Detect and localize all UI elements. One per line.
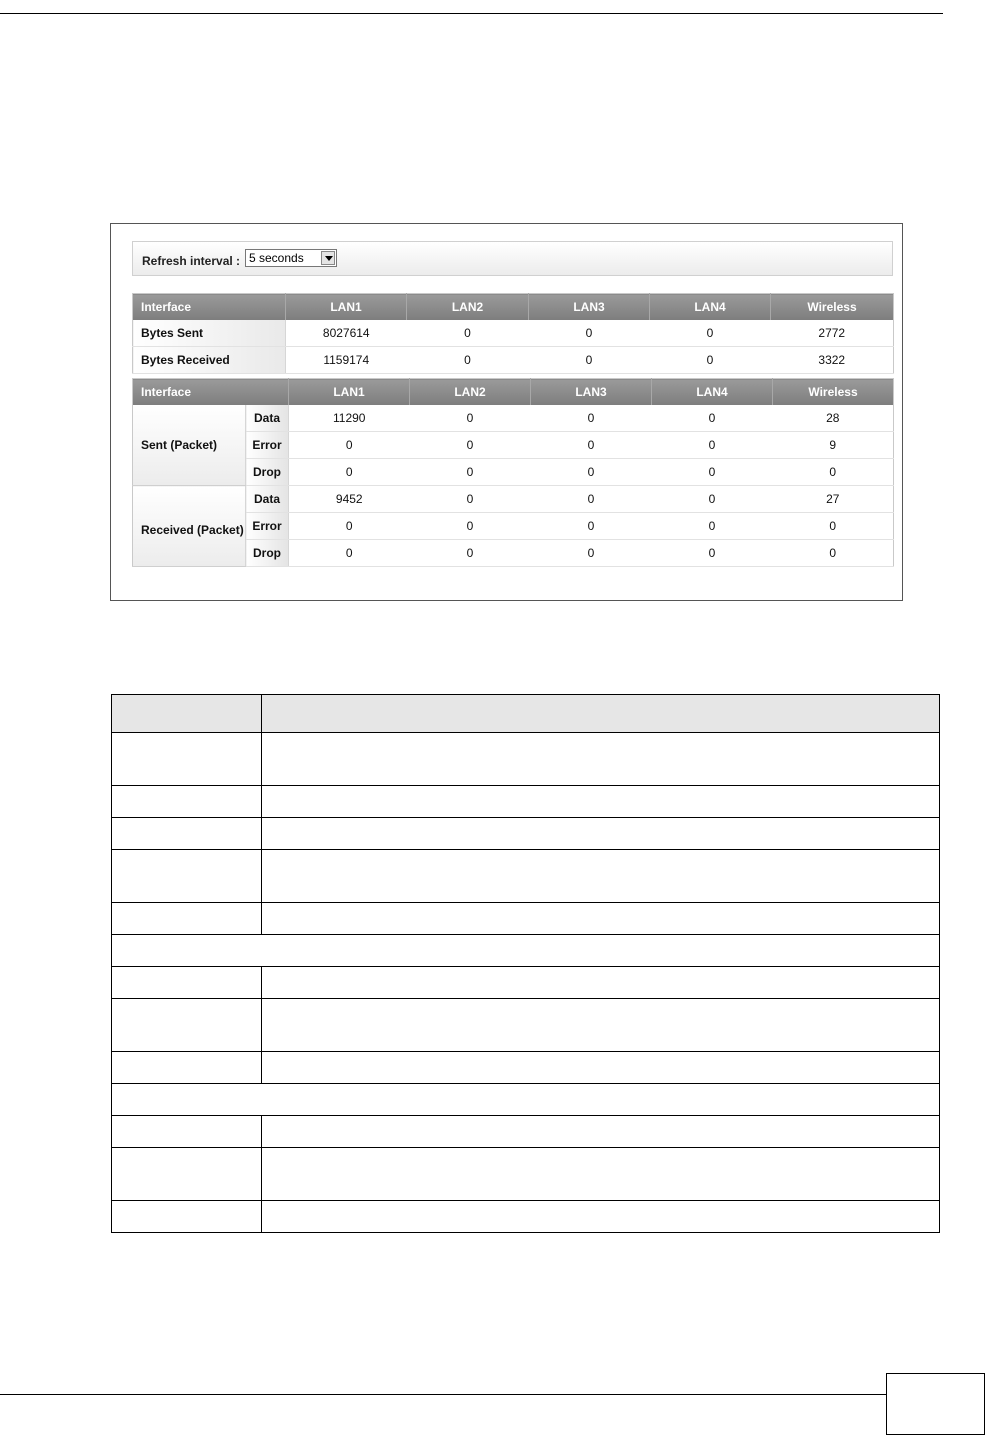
table-cell <box>262 1201 940 1233</box>
table-cell: 0 <box>652 405 773 432</box>
table-cell: 0 <box>531 486 652 513</box>
table-cell <box>112 1052 262 1084</box>
table-cell: 0 <box>773 513 894 540</box>
field-description-table <box>111 694 940 1233</box>
row-label: Error <box>246 432 289 459</box>
column-header: LAN3 <box>529 294 650 321</box>
table-row <box>133 486 894 513</box>
table-row <box>112 935 940 967</box>
table-cell <box>112 1201 262 1233</box>
column-header: Wireless <box>771 294 894 321</box>
table-row <box>112 903 940 935</box>
table-cell: 11290 <box>289 405 410 432</box>
table-cell: 0 <box>652 432 773 459</box>
footer-rule <box>0 1394 886 1395</box>
column-header: Interface <box>133 294 286 321</box>
table-cell <box>112 999 262 1052</box>
table-cell: 0 <box>652 540 773 567</box>
column-header: LAN1 <box>286 294 407 321</box>
column-header: Wireless <box>773 379 894 406</box>
table-cell: 27 <box>773 486 894 513</box>
refresh-interval-select[interactable] <box>245 249 337 267</box>
row-label: Drop <box>246 540 289 567</box>
table-cell: 0 <box>650 347 771 374</box>
table-cell <box>262 786 940 818</box>
table-cell <box>112 818 262 850</box>
refresh-bar <box>132 241 893 276</box>
table-cell: 0 <box>531 513 652 540</box>
table-cell <box>112 786 262 818</box>
table-cell <box>112 935 940 967</box>
table-cell <box>262 999 940 1052</box>
table-row <box>133 540 894 567</box>
row-label: Drop <box>246 459 289 486</box>
table-cell <box>262 967 940 999</box>
table-cell: 0 <box>529 347 650 374</box>
table-cell: 0 <box>410 486 531 513</box>
table-row <box>112 818 940 850</box>
column-header: Interface <box>133 379 289 406</box>
table-cell: 8027614 <box>286 320 407 347</box>
row-label: Bytes Received <box>133 347 286 374</box>
header-cell <box>112 695 262 733</box>
sent-packet-label: Sent (Packet) <box>133 405 246 486</box>
table-cell: 0 <box>773 459 894 486</box>
table-row <box>133 459 894 486</box>
table-row <box>112 1052 940 1084</box>
table-row <box>112 1148 940 1201</box>
table-cell <box>262 1116 940 1148</box>
table-cell: 0 <box>410 540 531 567</box>
table-row <box>133 513 894 540</box>
column-header: LAN4 <box>650 294 771 321</box>
table-cell: 0 <box>529 320 650 347</box>
table-cell: 0 <box>407 347 529 374</box>
table-row <box>133 405 894 432</box>
table-cell: 2772 <box>771 320 894 347</box>
table-cell <box>112 733 262 786</box>
table-cell: 0 <box>407 320 529 347</box>
bytes-table <box>132 293 894 374</box>
table-cell: 0 <box>289 432 410 459</box>
table-row <box>112 1084 940 1116</box>
column-header: LAN3 <box>531 379 652 406</box>
table-cell: 9 <box>773 432 894 459</box>
table-cell <box>112 1148 262 1201</box>
table-cell <box>112 903 262 935</box>
table-cell: 0 <box>289 513 410 540</box>
table-cell: 1159174 <box>286 347 407 374</box>
row-label: Bytes Sent <box>133 320 286 347</box>
column-header: LAN2 <box>410 379 531 406</box>
table-row <box>112 967 940 999</box>
chevron-down-icon[interactable] <box>321 251 335 265</box>
column-header: LAN4 <box>652 379 773 406</box>
table-cell: 0 <box>289 459 410 486</box>
table-row <box>112 850 940 903</box>
table-cell: 0 <box>650 320 771 347</box>
header-cell <box>262 695 940 733</box>
table-header-row <box>133 379 894 406</box>
table-cell: 0 <box>652 513 773 540</box>
row-label: Data <box>246 486 289 513</box>
table-row <box>112 1116 940 1148</box>
received-packet-label: Received (Packet) <box>133 486 246 567</box>
packet-table <box>132 378 894 567</box>
table-cell: 0 <box>531 432 652 459</box>
table-cell: 9452 <box>289 486 410 513</box>
row-label: Error <box>246 513 289 540</box>
table-cell <box>112 1116 262 1148</box>
table-cell <box>112 850 262 903</box>
table-cell: 0 <box>410 513 531 540</box>
table-row <box>133 432 894 459</box>
refresh-interval-label: Refresh interval : <box>142 254 241 268</box>
table-cell: 0 <box>773 540 894 567</box>
table-cell: 28 <box>773 405 894 432</box>
table-cell: 0 <box>410 405 531 432</box>
column-header: LAN1 <box>289 379 410 406</box>
table-cell: 0 <box>410 432 531 459</box>
table-cell: 0 <box>410 459 531 486</box>
table-cell <box>262 1052 940 1084</box>
table-row <box>133 320 894 347</box>
table-cell: 0 <box>531 540 652 567</box>
statistics-screenshot <box>110 223 903 601</box>
column-header: LAN2 <box>407 294 529 321</box>
table-cell <box>112 967 262 999</box>
table-cell: 0 <box>289 540 410 567</box>
page-number-box <box>886 1373 985 1435</box>
table-cell: 3322 <box>771 347 894 374</box>
refresh-interval-value: 5 seconds <box>249 251 304 265</box>
header-rule <box>0 13 943 14</box>
table-header-row <box>112 695 940 733</box>
table-header-row <box>133 294 894 321</box>
table-cell <box>262 850 940 903</box>
table-cell: 0 <box>652 486 773 513</box>
table-row <box>112 1201 940 1233</box>
table-row <box>133 347 894 374</box>
table-row <box>112 733 940 786</box>
table-cell <box>262 1148 940 1201</box>
table-cell <box>262 818 940 850</box>
table-cell: 0 <box>652 459 773 486</box>
row-label: Data <box>246 405 289 432</box>
table-cell <box>262 903 940 935</box>
table-cell: 0 <box>531 459 652 486</box>
table-cell <box>262 733 940 786</box>
table-row <box>112 786 940 818</box>
table-cell <box>112 1084 940 1116</box>
table-cell: 0 <box>531 405 652 432</box>
table-row <box>112 999 940 1052</box>
